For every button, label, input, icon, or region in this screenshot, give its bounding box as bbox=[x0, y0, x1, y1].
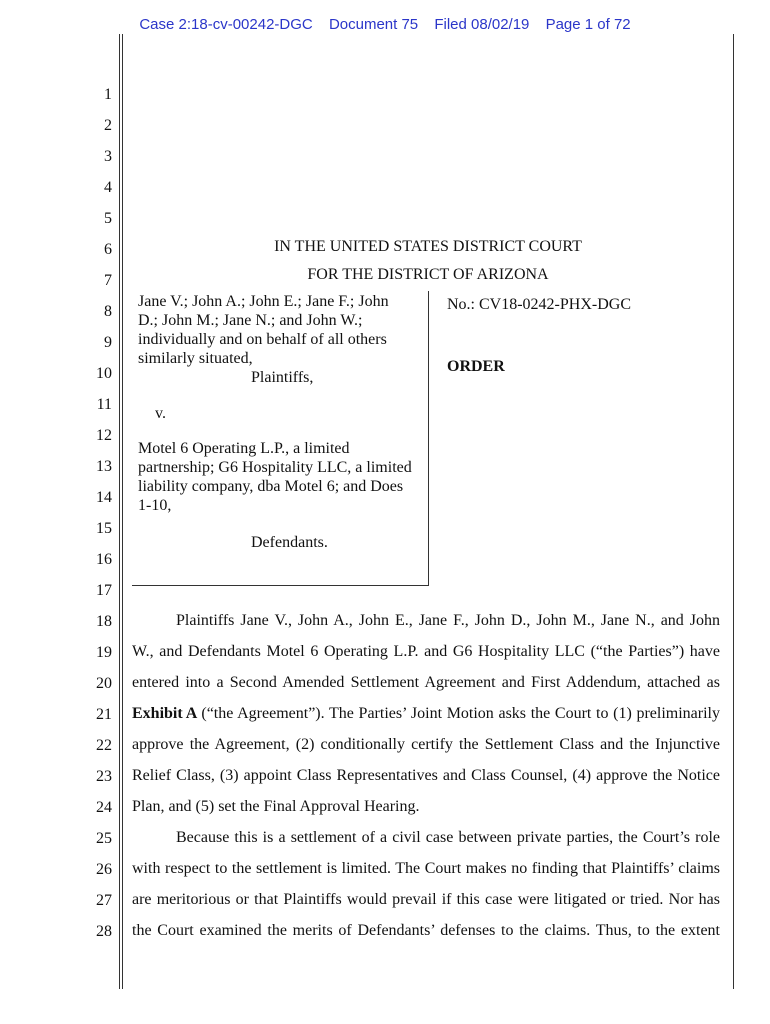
versus-label: v. bbox=[155, 405, 166, 422]
line-number: 20 bbox=[96, 675, 112, 692]
right-margin-rule bbox=[733, 34, 734, 989]
line-number: 19 bbox=[96, 644, 112, 661]
line-number: 11 bbox=[96, 396, 112, 413]
line-number: 7 bbox=[104, 272, 112, 289]
line-number: 9 bbox=[104, 334, 112, 351]
line-number: 5 bbox=[104, 210, 112, 227]
line-number: 13 bbox=[96, 458, 112, 475]
plaintiffs-line: individually and on behalf of all others bbox=[138, 331, 387, 348]
plaintiffs-line: Jane V.; John A.; John E.; Jane F.; John bbox=[138, 293, 389, 310]
line-number: 4 bbox=[104, 179, 112, 196]
line-number: 22 bbox=[96, 737, 112, 754]
line-number: 23 bbox=[96, 768, 112, 785]
body-line: are meritorious or that Plaintiffs would prevail if this case were litigated or tried. Nor has bbox=[132, 891, 720, 908]
defendants-line: 1-10, bbox=[138, 497, 172, 514]
plaintiffs-line: similarly situated, bbox=[138, 350, 253, 367]
line-number: 26 bbox=[96, 861, 112, 878]
defendants-line: liability company, dba Motel 6; and Does bbox=[138, 478, 404, 495]
line-number: 25 bbox=[96, 830, 112, 847]
line-number: 12 bbox=[96, 427, 112, 444]
filed-date-header: Filed 08/02/19 bbox=[434, 16, 530, 33]
body-line: approve the Agreement, (2) conditionally certify the Settlement Class and the Injunctive bbox=[132, 736, 720, 753]
case-number: No.: CV18-0242-PHX-DGC bbox=[447, 296, 631, 313]
court-name: IN THE UNITED STATES DISTRICT COURT bbox=[274, 238, 582, 255]
line-number: 10 bbox=[96, 365, 112, 382]
body-line: entered into a Second Amended Settlement Agreement and First Addendum, attached as bbox=[132, 674, 720, 691]
line-number: 18 bbox=[96, 613, 112, 630]
plaintiffs-label: Plaintiffs, bbox=[251, 369, 314, 386]
line-number: 6 bbox=[104, 241, 112, 258]
court-district: FOR THE DISTRICT OF ARIZONA bbox=[307, 266, 549, 283]
body-line: Plaintiffs Jane V., John A., John E., Jane F., John D., John M., Jane N., and John bbox=[176, 612, 720, 629]
defendants-line: Motel 6 Operating L.P., a limited bbox=[138, 440, 350, 457]
defendants-line: partnership; G6 Hospitality LLC, a limited bbox=[138, 459, 412, 476]
plaintiffs-block bbox=[138, 292, 423, 387]
line-number: 14 bbox=[96, 489, 112, 506]
line-number: 15 bbox=[96, 520, 112, 537]
body-line: Plan, and (5) set the Final Approval Hearing. bbox=[132, 798, 420, 815]
line-number: 17 bbox=[96, 582, 112, 599]
body-line: the Court examined the merits of Defendants’ defenses to the claims. Thus, to the extent bbox=[132, 922, 720, 939]
line-number: 16 bbox=[96, 551, 112, 568]
left-margin-rule-outer bbox=[119, 34, 120, 989]
filing-header bbox=[0, 16, 770, 33]
line-number: 8 bbox=[104, 303, 112, 320]
body-line: Relief Class, (3) appoint Class Representatives and Class Counsel, (4) approve the Notice bbox=[132, 767, 720, 784]
body-line: with respect to the settlement is limited. The Court makes no finding that Plaintiffs’ claims bbox=[132, 860, 720, 877]
caption-box-bottom-rule bbox=[132, 585, 429, 586]
line-number: 2 bbox=[104, 117, 112, 134]
caption-box-divider bbox=[428, 291, 429, 586]
body-line: W., and Defendants Motel 6 Operating L.P. and G6 Hospitality LLC (“the Parties”) have bbox=[132, 643, 720, 660]
plaintiffs-line: D.; John M.; Jane N.; and John W.; bbox=[138, 312, 363, 329]
line-number: 1 bbox=[104, 86, 112, 103]
left-margin-rule-inner bbox=[122, 34, 123, 989]
exhibit-reference: Exhibit A bbox=[132, 705, 198, 722]
line-number: 21 bbox=[96, 706, 112, 723]
body-line-exhibit bbox=[132, 705, 720, 723]
defendants-block bbox=[138, 439, 423, 515]
line-number: 24 bbox=[96, 799, 112, 816]
body-line-text: (“the Agreement”). The Parties’ Joint Motion asks the Court to (1) preliminarily bbox=[201, 705, 720, 722]
case-number-header: Case 2:18-cv-00242-DGC bbox=[139, 16, 313, 33]
page-count-header: Page 1 of 72 bbox=[545, 16, 631, 33]
document-title: ORDER bbox=[447, 358, 505, 375]
line-number: 27 bbox=[96, 892, 112, 909]
document-number-header: Document 75 bbox=[328, 16, 419, 33]
body-line: Because this is a settlement of a civil case between private parties, the Court’s role bbox=[176, 829, 720, 846]
line-number: 3 bbox=[104, 148, 112, 165]
defendants-label: Defendants. bbox=[251, 534, 328, 551]
line-number: 28 bbox=[96, 923, 112, 940]
